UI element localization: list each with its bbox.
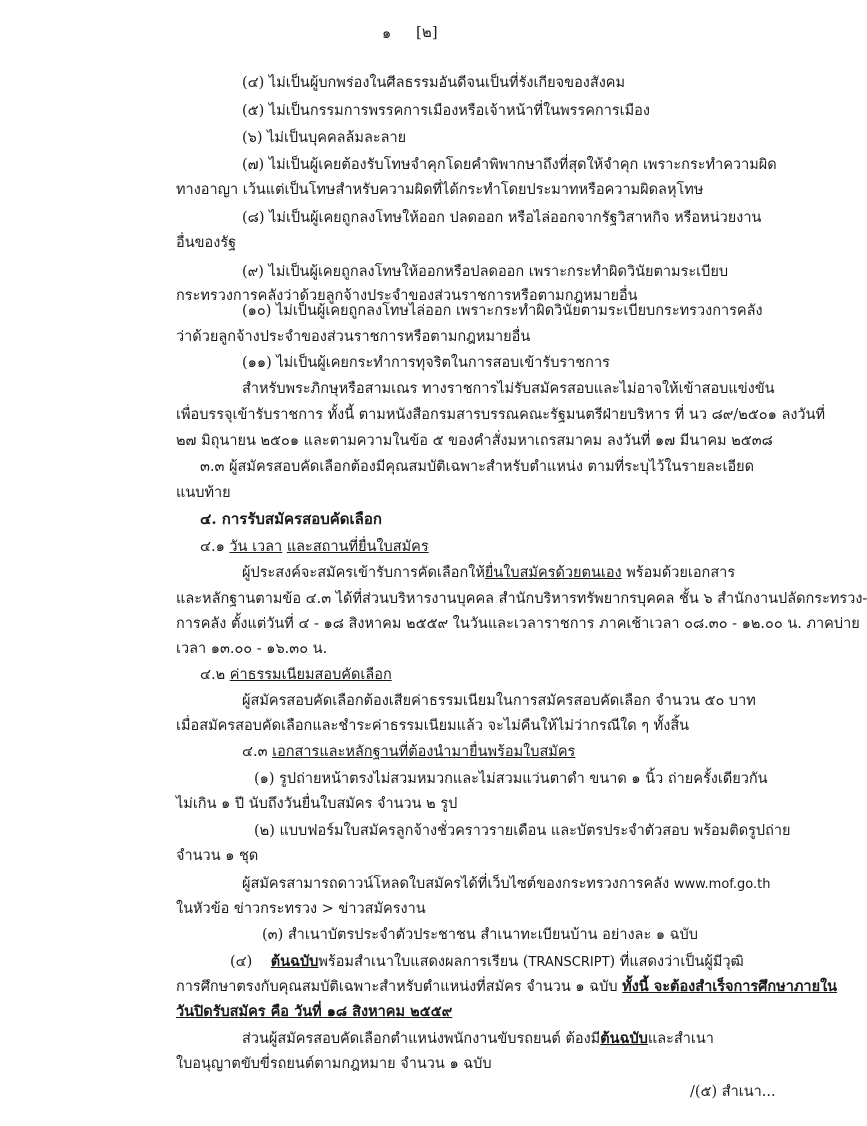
qualification-10-line1: (๑๐) ไม่เป็นผู้เคยถูกลงโทษไล่ออก เพราะกระทำผิดวินัยตามระเบียบกระทรวงการคลัง xyxy=(242,303,763,319)
document-3: (๓) สำเนาบัตรประจำตัวประชาชน สำเนาทะเบียนบ้าน อย่างละ ๑ ฉบับ xyxy=(262,927,698,943)
header-dot: ๑ xyxy=(382,26,392,42)
section-4-1-text: ผู้ประสงค์จะสมัครเข้ารับการคัดเลือกให้ xyxy=(242,565,485,581)
document-4-line2 xyxy=(176,977,837,997)
monk-paragraph-line3: ๒๗ มิถุนายน ๒๕๐๑ และตามความในข้อ ๕ ของคำสั่งมหาเถรสมาคม ลงวันที่ ๑๗ มีนาคม ๒๕๓๘ xyxy=(176,433,773,449)
original-copy-emphasis: ต้นฉบับ xyxy=(270,953,319,970)
qualification-10-line2: ว่าด้วยลูกจ้างประจำของส่วนราชการหรือตามกฎหมายอื่น xyxy=(176,329,531,345)
qualification-4: (๔) ไม่เป็นผู้บกพร่องในศีลธรรมอันดีจนเป็นที่รังเกียจของสังคม xyxy=(242,75,626,91)
graduation-deadline-emphasis: ทั้งนี้ จะต้องสำเร็จการศึกษาภายใน xyxy=(622,978,838,995)
section-4-heading: ๔. การรับสมัครสอบคัดเลือก xyxy=(200,510,382,528)
driver-note-line2: ใบอนุญาตขับขี่รถยนต์ตามกฎหมาย จำนวน ๑ ฉบับ xyxy=(176,1056,492,1072)
mof-website-link[interactable]: www.mof.go.th xyxy=(673,877,771,892)
section-4-1-title xyxy=(200,537,429,557)
qualification-8-line2: อื่นของรัฐ xyxy=(176,235,237,251)
section-4-1-title-part2: และสถานที่ยื่นใบสมัคร xyxy=(286,539,429,555)
qualification-5: (๕) ไม่เป็นกรรมการพรรคการเมืองหรือเจ้าหน้าที่ในพรรคการเมือง xyxy=(242,103,650,119)
download-note-line2: ในหัวข้อ ข่าวกระทรวง > ข่าวสมัครงาน xyxy=(176,901,426,917)
document-2-line1: (๒) แบบฟอร์มใบสมัครลูกจ้างชั่วคราวรายเดือน และบัตรประจำตัวสอบ พร้อมติดรูปถ่าย xyxy=(254,823,791,839)
qualification-11: (๑๑) ไม่เป็นผู้เคยกระทำการทุจริตในการสอบเข้ารับราชการ xyxy=(242,355,610,371)
document-1-line1: (๑) รูปถ่ายหน้าตรงไม่สวมหมวกและไม่สวมแว่นตาดำ ขนาด ๑ นิ้ว ถ่ายครั้งเดียวกัน xyxy=(254,771,768,787)
section-4-2-number: ๔.๒ xyxy=(200,667,226,683)
document-4-line1 xyxy=(230,952,744,973)
driver-note-line1 xyxy=(242,1029,714,1049)
document-4-line3: วันปิดรับสมัคร คือ วันที่ ๑๘ สิงหาคม ๒๕๕๙ xyxy=(176,1003,453,1020)
transcript-term: TRANSCRIPT xyxy=(528,955,610,970)
section-4-1-paragraph-line1 xyxy=(242,563,735,583)
section-4-1-paragraph-line2: และหลักฐานตามข้อ ๔.๓ ได้ที่ส่วนบริหารงานบุคคล สำนักบริหารทรัพยากรบุคคล ชั้น ๖ สำนักงานปลัดกระทรวง- xyxy=(176,591,867,607)
qualification-6: (๖) ไม่เป็นบุคคลล้มละลาย xyxy=(242,130,407,146)
qualification-7-line2: ทางอาญา เว้นแต่เป็นโทษสำหรับความผิดที่ได้กระทำโดยประมาทหรือความผิดลหุโทษ xyxy=(176,182,704,198)
download-note-text: ผู้สมัครสามารถดาวน์โหลดใบสมัครได้ที่เว็บไซต์ของกระทรวงการคลัง xyxy=(242,876,674,892)
monk-paragraph-line1: สำหรับพระภิกษุหรือสามเณร ทางราชการไม่รับสมัครสอบและไม่อาจให้เข้าสอบแข่งขัน xyxy=(242,381,775,397)
section-4-1-number: ๔.๑ xyxy=(200,539,225,555)
section-4-2-paragraph-line1: ผู้สมัครสอบคัดเลือกต้องเสียค่าธรรมเนียมในการสมัครสอบคัดเลือก จำนวน ๕๐ บาท xyxy=(242,693,756,709)
document-4-line2-text: การศึกษาตรงกับคุณสมบัติเฉพาะสำหรับตำแหน่งที่สมัคร จำนวน ๑ ฉบับ xyxy=(176,979,623,995)
qualification-7-line1: (๗) ไม่เป็นผู้เคยต้องรับโทษจำคุกโดยคำพิพากษาถึงที่สุดให้จำคุก เพราะกระทำความผิด xyxy=(242,157,777,173)
document-4-number: (๔) xyxy=(230,954,253,970)
in-person-emphasis: ยื่นใบสมัครด้วยตนเอง xyxy=(484,565,622,581)
section-4-3-number: ๔.๓ xyxy=(242,744,268,760)
section-4-3-title-text: เอกสารและหลักฐานที่ต้องนำมายื่นพร้อมใบสมัคร xyxy=(272,744,576,760)
driver-note-text: ส่วนผู้สมัครสอบคัดเลือกตำแหน่งพนักงานขับรถยนต์ ต้องมี xyxy=(242,1031,601,1047)
document-1-line2: ไม่เกิน ๑ ปี นับถึงวันยื่นใบสมัคร จำนวน ๒ รูป xyxy=(176,796,458,812)
section-4-1-title-part1: วัน เวลา xyxy=(229,539,283,555)
continuation-marker: /(๕) สำเนา... xyxy=(690,1084,776,1100)
document-4-text: พร้อมสำเนาใบแสดงผลการเรียน ( xyxy=(318,954,529,970)
qualification-8-line1: (๘) ไม่เป็นผู้เคยถูกลงโทษให้ออก ปลดออก หรือไล่ออกจากรัฐวิสาหกิจ หรือหน่วยงาน xyxy=(242,210,762,226)
document-4-text-end: ) ที่แสดงว่าเป็นผู้มีวุฒิ xyxy=(609,954,744,970)
driver-original-emphasis: ต้นฉบับ xyxy=(600,1030,648,1047)
qualification-9-line1: (๙) ไม่เป็นผู้เคยถูกลงโทษให้ออกหรือปลดออก เพราะกระทำผิดวินัยตามระเบียบ xyxy=(242,264,729,280)
section-4-1-paragraph-line3: การคลัง ตั้งแต่วันที่ ๔ - ๑๘ สิงหาคม ๒๕๕๙ ในวันและเวลาราชการ ภาคเช้าเวลา ๐๘.๓๐ - ๑๒.๐๐ น. ภาคบ่าย xyxy=(176,616,860,632)
driver-note-text-end: และสำเนา xyxy=(647,1031,714,1047)
qualification-9-line2: กระทรวงการคลังว่าด้วยลูกจ้างประจำของส่วนราชการหรือตามกฎหมายอื่น xyxy=(176,288,638,304)
section-3-3-line2: แนบท้าย xyxy=(176,485,231,501)
section-4-1-paragraph-line4: เวลา ๑๓.๐๐ - ๑๖.๓๐ น. xyxy=(176,641,328,657)
section-3-3-line1: ๓.๓ ผู้สมัครสอบคัดเลือกต้องมีคุณสมบัติเฉพาะสำหรับตำแหน่ง ตามที่ระบุไว้ในรายละเอียด xyxy=(200,459,755,475)
download-note-line1 xyxy=(242,874,771,895)
section-4-2-title-text: ค่าธรรมเนียมสอบคัดเลือก xyxy=(229,667,392,683)
section-4-3-title xyxy=(242,742,575,762)
section-4-2-paragraph-line2: เมื่อสมัครสอบคัดเลือกและชำระค่าธรรมเนียมแล้ว จะไม่คืนให้ไม่ว่ากรณีใด ๆ ทั้งสิ้น xyxy=(176,718,690,734)
section-4-1-text-end: พร้อมด้วยเอกสาร xyxy=(621,565,736,581)
page-number: [๒] xyxy=(416,23,438,41)
monk-paragraph-line2: เพื่อบรรจุเข้ารับราชการ ทั้งนี้ ตามหนังสือกรมสารบรรณคณะรัฐมนตรีฝ่ายบริหาร ที่ นว ๘๙/๒๕๐๑ ลงวันที่ xyxy=(176,407,826,423)
section-4-2-title xyxy=(200,665,392,685)
document-2-line2: จำนวน ๑ ชุด xyxy=(176,848,259,864)
